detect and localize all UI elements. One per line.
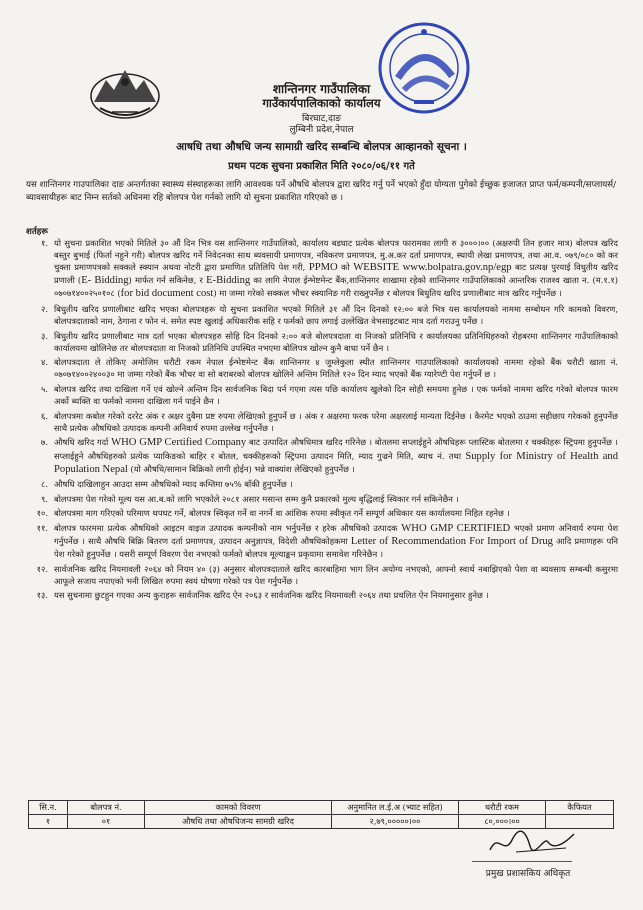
condition-item <box>26 237 618 300</box>
table-header: अनुमानित ल.ई.अ (भ्याट सहित) <box>332 801 459 815</box>
condition-text <box>54 478 618 490</box>
condition-item <box>26 410 618 434</box>
condition-item <box>26 478 618 490</box>
condition-number: ३. <box>41 330 48 341</box>
condition-text <box>54 330 618 354</box>
condition-text-segment: E- Bidding <box>81 275 129 287</box>
condition-text-segment: औषधि खरिद गर्दा <box>54 437 112 448</box>
notice-title: आषधि तथा औषधि जन्य सामाग्री खरिद सम्बन्धि बोलपत्र आव्हानको सूचना । <box>176 141 467 153</box>
condition-text-segment: WHO GMP CERTIFIED <box>401 522 511 534</box>
table-header: धरौटी रकम <box>459 801 546 815</box>
table-header: बोलपत्र नं. <box>68 801 145 815</box>
table-cell: ०१ <box>68 815 145 829</box>
condition-text <box>54 522 618 560</box>
condition-text-segment: बोलपत्रमा पेश गरेको मूल्य यस आ.ब.को लागि भएकोले २०८१ असार मसान्त सम्म कुनै प्रकारको मुल्य बृद्धिलाई स्विकार गर्न सकिनेछैन । <box>54 493 459 504</box>
condition-text <box>54 507 618 519</box>
condition-text-segment: का लागि नेपाल ईन्भेष्टमेन्ट बैंक,शान्तिनगर शाखामा रहेको शान्तिनगर गाउँपालिकाको आन्तरिक राजश्व खाता न. (म.१.१) ०७०७१४००२५०१०८ ( <box>54 275 618 299</box>
condition-item <box>26 330 618 354</box>
condition-text-segment: बोलपत्र फारममा प्रत्येक औषधिको आइटम वाइज उत्पादक कम्पनीको नाम भर्नुपर्नेछ र हरेक औषधिको उत्पादक <box>54 522 402 533</box>
condition-item <box>26 507 618 519</box>
condition-text-segment: बोलपत्रदाता ले तोकिए अमोजिम धरौटी रकम नेपाल ईन्भेष्टमेन्ट बैंक शान्तिनगर ४ जुम्लेकुला स्थीत शान्तिनगर गाउपालिकाको कार्यालयको नाममा रहेको बैंक धरौटी खाता नं. ०७०७१४००२४००३० मा जम्मा गरेको बैंक भौचर वा सो बराबरको बोलपत्र खोलिने अन्तिम मितिले १२० दिन म्याद भएको बैंक ग्यारेण्टी पेश गर्नुपर्ने छ । <box>54 357 618 380</box>
table-header: सि.न. <box>29 801 68 815</box>
condition-text <box>54 356 618 380</box>
condition-text-segment: औषधि दाखिलाहुन आउदा सम्म औषधिको म्याद कम्तिमा ७५% बाँकी हुनुपर्नेछ । <box>54 479 293 490</box>
condition-text <box>54 410 618 434</box>
office-name: शान्तिनगर गाउँपालिका <box>272 82 371 96</box>
condition-number: २. <box>41 303 48 314</box>
table-row <box>29 815 614 829</box>
condition-item <box>26 589 618 601</box>
condition-item <box>26 383 618 407</box>
condition-text-segment: E-Bidding <box>206 275 251 287</box>
condition-text-segment: for bid document cost <box>120 288 214 300</box>
condition-text <box>54 303 618 327</box>
office-place: बिरघाट,दाङ <box>301 114 342 124</box>
condition-number: १३. <box>36 590 48 601</box>
condition-text <box>54 436 618 475</box>
office-subtitle: गाउँकार्यपालिकाको कार्यालय <box>262 96 381 110</box>
table-cell: ८०,०००।०० <box>459 815 546 829</box>
condition-number: ५. <box>41 384 48 395</box>
condition-text-segment: ) मा जम्मा गरेको सक्कल भौचर स्क्यानिङ गरी राख्नुपर्नेछ र बोलपत्र बिधुतिय खरिद प्रणालीबाट मात्र खरिद गर्नुपर्नेछ । <box>213 288 562 299</box>
table-header-row <box>29 801 614 815</box>
condition-text <box>54 589 618 601</box>
condition-text-segment: बिधुतीय खरिद प्रणालीबाट मात्र दर्ता भएका बोलपत्रहरु सोहि दिन दिनको २:०० बजे बोलपत्रदाता वा निजको प्रतिनिधि र कार्यालयका प्रतिनिधिहरुको रोहबरमा शान्तिनगर गाउँपालिकाको कार्यालयमा खोलिनेछ तर बोलपत्रदाता वा निजको प्रतिनिधि उपस्थित नभएमा बोलिपत्र खोल्न कुनै बाधा पर्ने छैन । <box>54 330 618 353</box>
table-cell: २,७९,०००००।०० <box>332 815 459 829</box>
condition-number: ११. <box>36 522 48 533</box>
condition-text <box>54 383 618 407</box>
condition-item <box>26 356 618 380</box>
condition-text-segment: WEBSITE www.bolpatra.gov.np/egp <box>353 262 512 274</box>
condition-text-segment: बिधुतीय खरिद प्रणालीबाट खरिद भएका बोलपत्रहरू यो सुचना प्रकाशित भएको मितिले ३१ औं दिन दिनको १२:०० बजे भित्र यस कार्यालयको नाममा सम्बोधन गरि कामको विवरण, बोलपत्रदाताको नाम, ठेगाना र फोन नं. समेत स्पष्ट खुलाई अधिकारीक सहि र फर्मको छाप लगाई उल्लेखित वेभसाइटबाट मात्र दर्ता गराउनु पर्नेछ । <box>54 303 618 327</box>
condition-number: १०. <box>36 508 48 519</box>
condition-text-segment: WHO GMP Certified Company <box>111 437 247 449</box>
condition-text-segment: सार्वजनिक खरिद नियमावली २०६४ को नियम ४० (३) अनुसार बोलपत्रदाताले खरिद कारबाहिमा भाग लिन अयोग्य नभएको, आफ्नो स्वार्थ नबाझिएको पेशा वा ब्यवसाय सम्बन्धी कसुरमा आफूले सजाय नपाएको भनी लिखित रुपमा स्वयं घोषणा गरेको पत्र पेश गर्नुपर्नेछ । <box>54 563 618 586</box>
condition-number: ७. <box>41 437 48 448</box>
condition-text-segment: बोलपत्र खरिद तथा दाखिला गर्ने एवं खोल्ने अन्तिम दिन सार्वजनिक बिदा पर्न गएमा त्यस पछि कार्यालय खुलेको दिन सोही समयमा हुनेछ । एक फर्मको नाममा खरिद गरेको बोलपत्र फारम अर्को ब्यक्ति वा फर्मको नाममा दाखिला गर्न पाईने छैन । <box>54 384 618 407</box>
condition-text-segment: Letter of Recommendation For Import of Drug <box>350 536 553 548</box>
condition-item <box>26 563 618 587</box>
condition-text-segment: ) मार्फत गर्न सकिनेछ, र <box>128 275 207 286</box>
office-province: लुम्बिनी प्रदेश,नेपाल <box>289 125 354 135</box>
condition-text-segment: भएको प्रमाण अनिवार्य रुपमा पेश गर्नुपर्नेछ । साथै औषधि बिक्रि बितरण दर्ता प्रमाणपत्र, उत्पादन अनुज्ञापत्र, विदेशी औषधिकोहकमा <box>54 522 619 547</box>
condition-item <box>26 436 618 475</box>
condition-number: १. <box>41 238 48 248</box>
condition-text-segment: PPMO <box>308 262 338 274</box>
condition-text <box>54 493 618 505</box>
signatory-title: प्रमुख प्रशासकिय अधिकृत <box>485 869 571 879</box>
signature-line <box>472 861 572 862</box>
condition-item <box>26 493 618 505</box>
condition-number: ४. <box>41 357 48 368</box>
table-cell: १ <box>29 815 68 829</box>
table-cell: औषधि तथा औषधिजन्य सामग्री खरिद <box>145 815 332 829</box>
condition-text-segment: को <box>337 262 354 273</box>
condition-item <box>26 522 618 560</box>
condition-text <box>54 237 618 300</box>
condition-text-segment: बोलपत्रमा माग गरिएको परिमाण थपघट गर्ने, बोलपत्र स्विकृत गर्ने वा नगर्ने वा आंशिक रुपमा स्वीकृत गर्ने सम्पूर्ण अधिकार यस कार्यालयमा निहित रहनेछ । <box>54 508 510 519</box>
condition-text-segment: यो सुचना प्रकाशित भएको मितिले ३० औं दिन भित्र यस शान्तिनगर गाउँपालिको, कार्यालय बडघाट प्रत्येक बोलपत्र फारामका लागी रु ३०००।०० (अक्षरुपी तिन हजार मात्र) बोलपत्र खरिद बस्तुर बुभाई (फिर्ता नहुने गरी) बोलपत्र खरिद गर्ने निवेदनका साथ ब्यवसायी प्रमाणपत्र, नविकरण प्रमाणपत्र, मु.अ.कर दर्ता प्रमाणपत्र, स्थायी लेखा प्रमाणपत्र, तथा आ.व. ०७९/०८० को कर चुक्ता प्रमाणपत्रको सक्कले स्क्यान अथवा नोटरी द्वारा प्रमाणित प्रतिलिपि पेश गरी, <box>54 238 618 273</box>
conditions-heading: शर्तहरू <box>26 227 48 237</box>
conditions-list <box>26 237 618 604</box>
tender-table <box>28 800 614 829</box>
table-header: कैफियत <box>546 801 614 815</box>
condition-text-segment: आदि प्रमाणहरू पनि पेश गरेको हुनुपर्नेछ । यसरी सम्पूर्ण विवरण पेश नभएको फर्मको बोलपत्र मूल्याङ्कन प्रकृयामा समावेश गरिनेछैन । <box>54 536 618 560</box>
condition-text-segment: बाट उत्पादित औषधिमात्र खरिद गरिनेछ । बोतलमा सप्लाईहुने औषधिहरू प्लास्टिक बोतलमा र चक्कीहरू स्ट्रिपमा हुनुपर्नेछ । सप्लाईहुने औषधिहरुको प्रत्येक प्याकिङको बाहिर र बोतल, चक्कीहरूको स्ट्रिपमा उत्पादन मिति, म्याद गुज्रने मिति, ब्याच नं. तथा <box>54 437 618 461</box>
publication-date: प्रथम पटक सुचना प्रकाशित मिति २०८०/०६/११ गते <box>228 161 415 172</box>
condition-text-segment: बाट प्रत्यक्ष पुरयाई विधुतीय खरिद प्रणाली ( <box>54 262 618 286</box>
condition-number: ९. <box>41 493 48 504</box>
table-cell <box>546 815 614 829</box>
condition-number: ८. <box>41 479 48 490</box>
condition-text-segment: (यो औषधि/सामान बिक्रिको लागी होईन) भन्ने वाक्यांश लेखिएको हुनुपर्नेछ । <box>127 463 355 474</box>
condition-text <box>54 563 618 587</box>
condition-text-segment: Supply for Ministry of Health and Population Nepal <box>54 450 618 475</box>
table-header: कामको विवरण <box>145 801 332 815</box>
condition-item <box>26 303 618 327</box>
condition-text-segment: यस सुचनामा छुटहुन गएका अन्य कुराहरू सार्वजनिक खरिद ऐन २०६३ र सार्वजनिक खरिद नियमावली २०६४ तथा प्रचलित ऐन नियमानुसार हुनेछ । <box>54 590 489 601</box>
condition-number: ६. <box>41 410 48 421</box>
intro-paragraph: यस शान्तिनगर गाउपालिका दाङ अन्तर्गतका स्वास्थ्य संस्थाहरूका लागि आवश्यक पर्ने औषधि बोलपत्र द्वारा खरिद गर्नु पर्ने भएको हुँदा योग्यता पुगेको ईच्छुक इजाजत प्राप्त फर्म/कम्पनी/सप्लायर्स/ब्यावसायीहरू बाट निम्न सर्तको अधिनमा रहि बोलपत्र पेश गर्नको लागि यो सुचना प्रकाशित गरिएको छ । <box>26 180 616 203</box>
condition-number: १२. <box>36 563 48 574</box>
condition-text-segment: बोलपत्रमा कबोल गरेको दररेट अंक र अक्षर दुबैमा प्रष्ट रुपमा लेखिएको हुनुपर्ने छ । अंक र अक्षरमा फरक परेमा अक्षरलाई मान्यता दिईनेछ । कैरमेट भएको ठाउमा सहीछाप गरेकको हुनुपर्नेछ साथै प्रत्येक औषधिको उत्पादक कम्पनी अनिवार्य रुपमा उल्लेख गर्नुपर्नेछ । <box>54 410 618 433</box>
signature-icon <box>486 828 578 860</box>
